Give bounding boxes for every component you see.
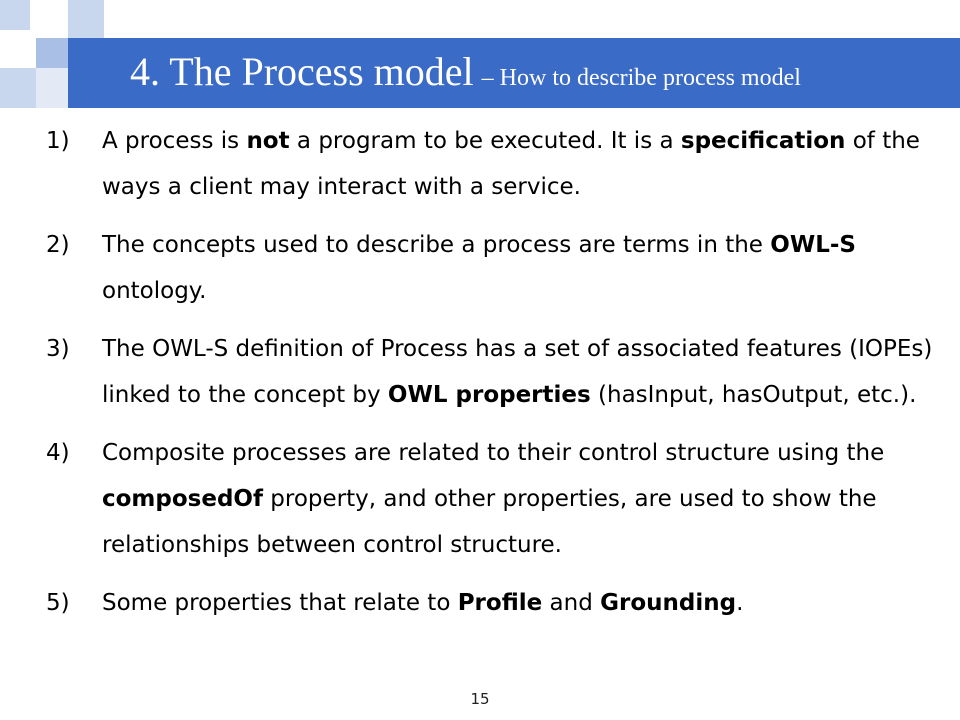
emphasized-term: Profile — [457, 590, 543, 616]
list-item-number: 2) — [46, 232, 70, 258]
text-run: (hasInput, hasOutput, etc.). — [590, 382, 917, 408]
text-run: ontology. — [102, 278, 207, 304]
list-item-text — [102, 430, 946, 568]
numbered-list — [46, 118, 946, 638]
text-run: Some properties that relate to — [102, 590, 458, 616]
decorative-square — [36, 38, 68, 68]
text-run: A process is — [102, 128, 247, 154]
list-item — [46, 222, 946, 314]
list-item-number: 1) — [46, 128, 70, 154]
slide-title — [130, 40, 801, 104]
emphasized-term: OWL properties — [387, 382, 591, 408]
list-item — [46, 118, 946, 210]
list-item — [46, 430, 946, 568]
text-run: of the ways a client may interact with a service. — [102, 128, 920, 200]
list-item-number: 5) — [46, 590, 70, 616]
emphasized-term: not — [246, 128, 290, 154]
list-item-text — [102, 222, 946, 314]
emphasized-term: specification — [680, 128, 846, 154]
list-item — [46, 326, 946, 418]
text-run: The OWL-S definition of Process has a set of associated features (IOPEs) linked to the concept by — [102, 336, 933, 408]
page-number: 15 — [470, 690, 490, 708]
list-item — [46, 580, 946, 626]
text-run: The concepts used to describe a process are terms in the — [102, 232, 771, 258]
list-item-text — [102, 326, 946, 418]
list-item-number: 4) — [46, 440, 70, 466]
list-item-text — [102, 580, 946, 626]
slide-title-subtitle: – How to describe process model — [481, 65, 801, 91]
text-run: a program to be executed. It is a — [289, 128, 681, 154]
list-item-number: 3) — [46, 336, 70, 362]
emphasized-term: composedOf — [102, 486, 263, 512]
list-item-text — [102, 118, 946, 210]
decorative-square — [68, 0, 104, 38]
text-run: . — [736, 590, 744, 616]
text-run: and — [542, 590, 601, 616]
decorative-square — [36, 68, 68, 108]
emphasized-term: Grounding — [600, 590, 737, 616]
slide-title-main: 4. The Process model — [130, 49, 474, 94]
emphasized-term: OWL-S — [770, 232, 856, 258]
decorative-square — [0, 68, 36, 108]
text-run: property, and other properties, are used to show the relationships between control structure. — [102, 486, 877, 558]
decorative-square — [0, 0, 30, 30]
text-run: Composite processes are related to their control structure using the — [102, 440, 885, 466]
